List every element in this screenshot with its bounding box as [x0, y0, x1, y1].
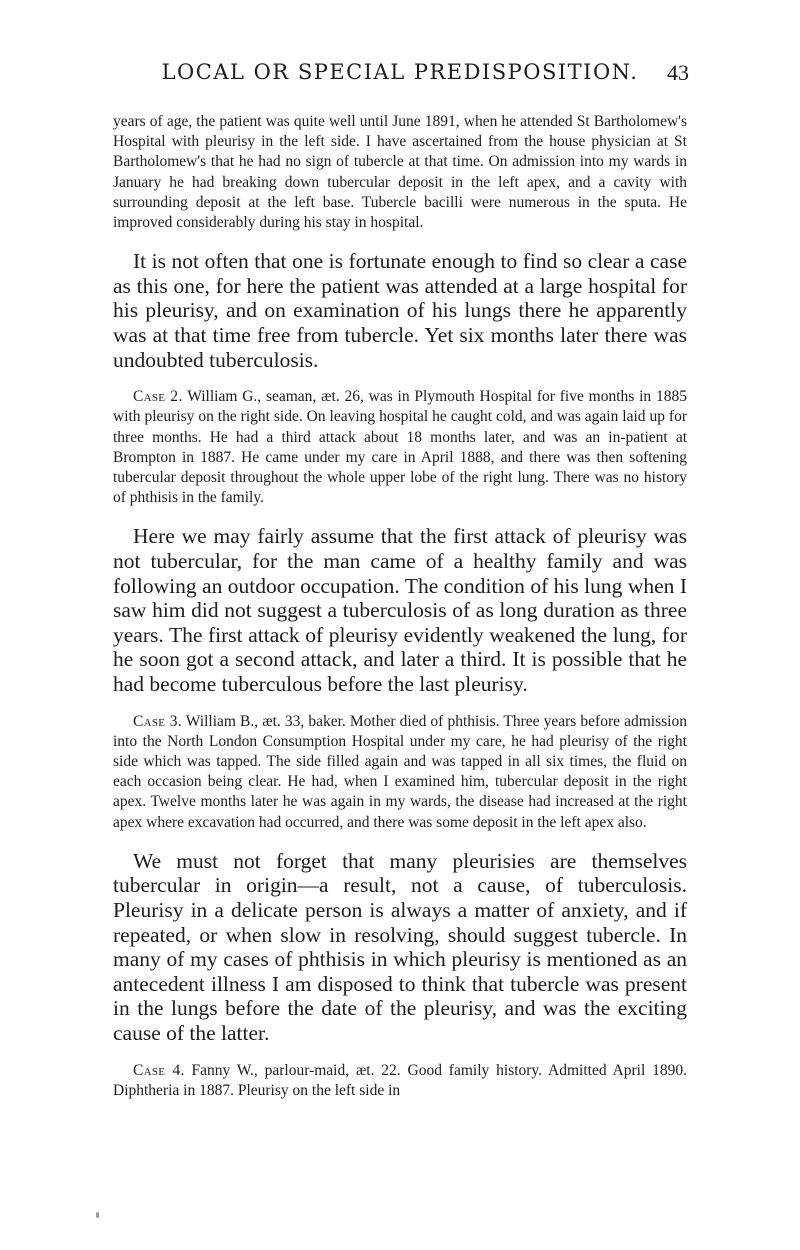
case-4 [113, 1061, 687, 1101]
case-2-label: Case 2. [133, 388, 183, 406]
commentary-case-1: It is not often that one is fortunate enough to find so clear a case as this one, for here the patient was attended at a large hospital for his pleurisy, and on examination of his lungs there he apparently was at that time free from tubercle. Yet six months later there was undoubted tuberculosis. [113, 249, 687, 372]
case-3-text: William B., æt. 33, baker. Mother died of phthisis. Three years before admission into the North London Consumption Hospital under my care, he had pleurisy of the right side which was tapped. The side filled again and was tapped in all six times, the fluid on each occasion being clear. He had, when I examined him, tubercular deposit in the right apex. Twelve months later he was again in my wards, the disease had increased at the right apex where excavation had occurred, and there was some deposit in the left apex also. [113, 712, 687, 831]
case-2 [113, 387, 687, 508]
running-head [113, 60, 687, 100]
running-title: LOCAL OR SPECIAL PREDISPOSITION. [161, 60, 639, 84]
case-3-label: Case 3. [133, 712, 182, 730]
paper-speck [96, 1212, 99, 1218]
case-4-label: Case 4. [133, 1061, 185, 1079]
body-text [113, 112, 687, 1101]
case-4-text: Fanny W., parlour-maid, æt. 22. Good family history. Admitted April 1890. Diphtheria in 1887. Pleurisy on the left side in [113, 1061, 687, 1099]
case-3 [113, 712, 687, 833]
case-1-continuation: years of age, the patient was quite well until June 1891, when he attended St Bartholomew's Hospital with pleurisy in the left side. I have ascertained from the house physician at St Bartholomew's that he had no sign of tubercle at that time. On admission into my wards in January he had breaking down tubercular deposit in the left apex, and a cavity with surrounding deposit at the left base. Tubercle bacilli were numerous in the sputa. He improved considerably during his stay in hospital. [113, 113, 687, 232]
case-2-text: William G., seaman, æt. 26, was in Plymouth Hospital for five months in 1885 with pleurisy on the right side. On leaving hospital he caught cold, and was again laid up for three months. He had a third attack about 18 months later, and was an in-patient at Brompton in 1887. He came under my care in April 1888, and there was then softening tubercular deposit throughout the whole upper lobe of the right lung. There was no history of phthisis in the family. [113, 388, 687, 507]
page-number: 43 [667, 60, 689, 85]
commentary-pleurisy: We must not forget that many pleurisies are themselves tubercular in origin—a result, not a cause, of tuberculosis. Pleurisy in a delicate person is always a matter of anxiety, and if repeated, or when slow in resolving, should suggest tubercle. In many of my cases of phthisis in which pleurisy is mentioned as an antecedent illness I am disposed to think that tubercle was present in the lungs before the date of the pleurisy, and was the exciting cause of the latter. [113, 848, 687, 1045]
commentary-case-2: Here we may fairly assume that the first attack of pleurisy was not tubercular, for the man came of a healthy family and was following an outdoor occupation. The condition of his lung when I saw him did not suggest a tuberculosis of as long duration as three years. The first attack of pleurisy evidently weakened the lung, for he soon got a second attack, and later a third. It is possible that he had become tuberculous before the last pleurisy. [113, 524, 687, 696]
